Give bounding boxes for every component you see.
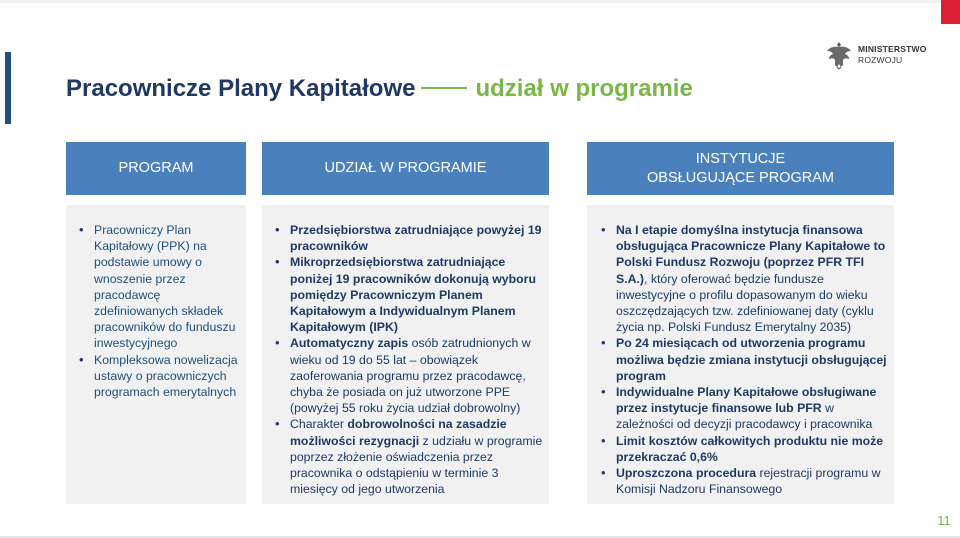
page-number: 11 [937,513,951,528]
title-dash [421,87,467,89]
page-title [66,74,693,104]
list-item: • Uproszczona procedura rejestracji programu w Komisji Nadzoru Finansowego [616,465,892,497]
logo-line-ministerstwo: MINISTERSTWO [858,44,927,54]
flag-red-stripe [941,0,960,24]
udzial-list [290,222,545,497]
list-item: • Automatyczny zapis osób zatrudnionych w wieku od 19 do 55 lat – obowiązek zaoferowania programu przez pracodawcę, chyba że posiada on już utworzone PPE (powyżej 55 roku życia udział dobrowolny) [290,335,545,416]
list-item: • Przedsiębiorstwa zatrudniające powyżej 19 pracowników [290,222,545,254]
list-item: • Mikroprzedsiębiorstwa zatrudniające poniżej 19 pracowników dokonują wyboru pomiędzy Pracowniczym Planem Kapitałowym a Indywidualnym Planem Kapitałowym (IPK) [290,254,545,335]
title-main: Pracownicze Plany Kapitałowe [66,75,416,102]
header-instytucje [587,142,894,195]
header-udzial [262,142,549,195]
list-item: • Charakter dobrowolności na zasadzie możliwości rezygnacji z udziału w programie poprzez złożenie oświadczenia przez pracownika o odstąpieniu w terminie 3 miesięcy od jego utworzenia [290,416,545,497]
list-item: • Limit kosztów całkowitych produktu nie może przekraczać 0,6% [616,433,892,465]
page-number-box [928,505,960,536]
header-instytucje-line1: INSTYTUCJE [695,150,786,167]
logo-line-rozwoju: ROZWOJU [858,55,903,65]
list-item: • Kompleksowa nowelizacja ustawy o pracowniczych programach emerytalnych [94,352,244,401]
list-item: • Po 24 miesiącach od utworzenia programu możliwa będzie zmiana instytucji obsługującej program [616,335,892,384]
title-accent-bar [5,52,11,124]
title-accent: udział w programie [475,75,693,102]
header-program [66,142,246,195]
flag-white-stripe [0,0,960,3]
list-item: • Pracowniczy Plan Kapitałowy (PPK) na podstawie umowy o wnoszenie przez pracodawcę zdefiniowanych składek pracowników do funduszu inwestycyjnego [94,222,244,352]
eagle-emblem-icon [826,40,852,70]
list-item: • Indywidualne Plany Kapitałowe obsługiwane przez instytucje finansowe lub PFR w zależności od decyzji pracodawcy i pracownika [616,384,892,433]
program-list [94,222,244,400]
list-item: • Na I etapie domyślna instytucja finansowa obsługująca Pracownicze Plany Kapitałowe to Polski Fundusz Rozwoju (poprzez PFR TFI S.A.), który oferować będzie fundusze inwestycyjne o profilu dopasowanym do wieku oszczędzających tzw. zdefiniowanej daty (cyklu życia np. Polski Fundusz Emerytalny 2035) [616,222,892,335]
ministry-logo [826,40,927,72]
header-program-label: PROGRAM [118,160,194,176]
instytucje-list [616,222,892,497]
header-instytucje-line2: OBSŁUGUJĄCE PROGRAM [647,169,834,186]
header-udzial-label: UDZIAŁ W PROGRAMIE [324,160,487,176]
